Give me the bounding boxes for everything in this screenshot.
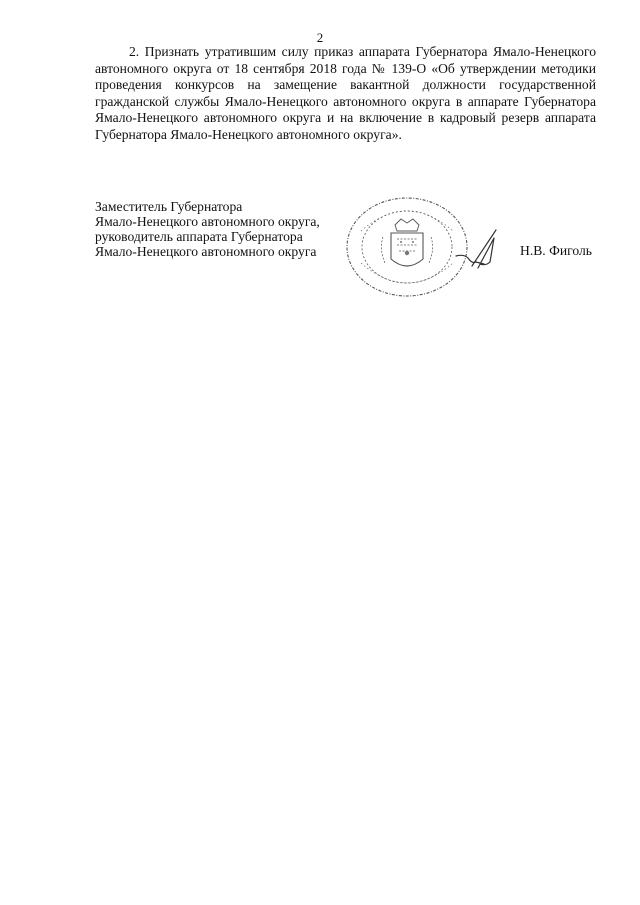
handwritten-signature-icon [450,226,502,276]
signatory-name: Н.В. Фиголь [520,243,592,258]
page-number: 2 [316,30,324,45]
signatory-title-line-2: Ямало-Ненецкого автономного округа, [95,214,320,229]
signatory-title-line-3: руководитель аппарата Губернатора [95,229,303,244]
signatory-title-line-4: Ямало-Ненецкого автономного округа [95,244,317,259]
signatory-title-block [95,199,355,259]
signatory-title-line-1: Заместитель Губернатора [95,199,243,214]
main-paragraph: 2. Признать утратившим силу приказ аппарата Губернатора Ямало-Ненецкого автономного округа от 18 сентября 2018 года № 139-О «Об утверждении методики проведения конкурсов на замещение вакантной должности государственной гражданской службы Ямало-Ненецкого автономного округа в аппарате Губернатора Ямало-Ненецкого автономного округа и на включение в кадровый резерв аппарата Губернатора Ямало-Ненецкого автономного округа». [95,44,596,142]
